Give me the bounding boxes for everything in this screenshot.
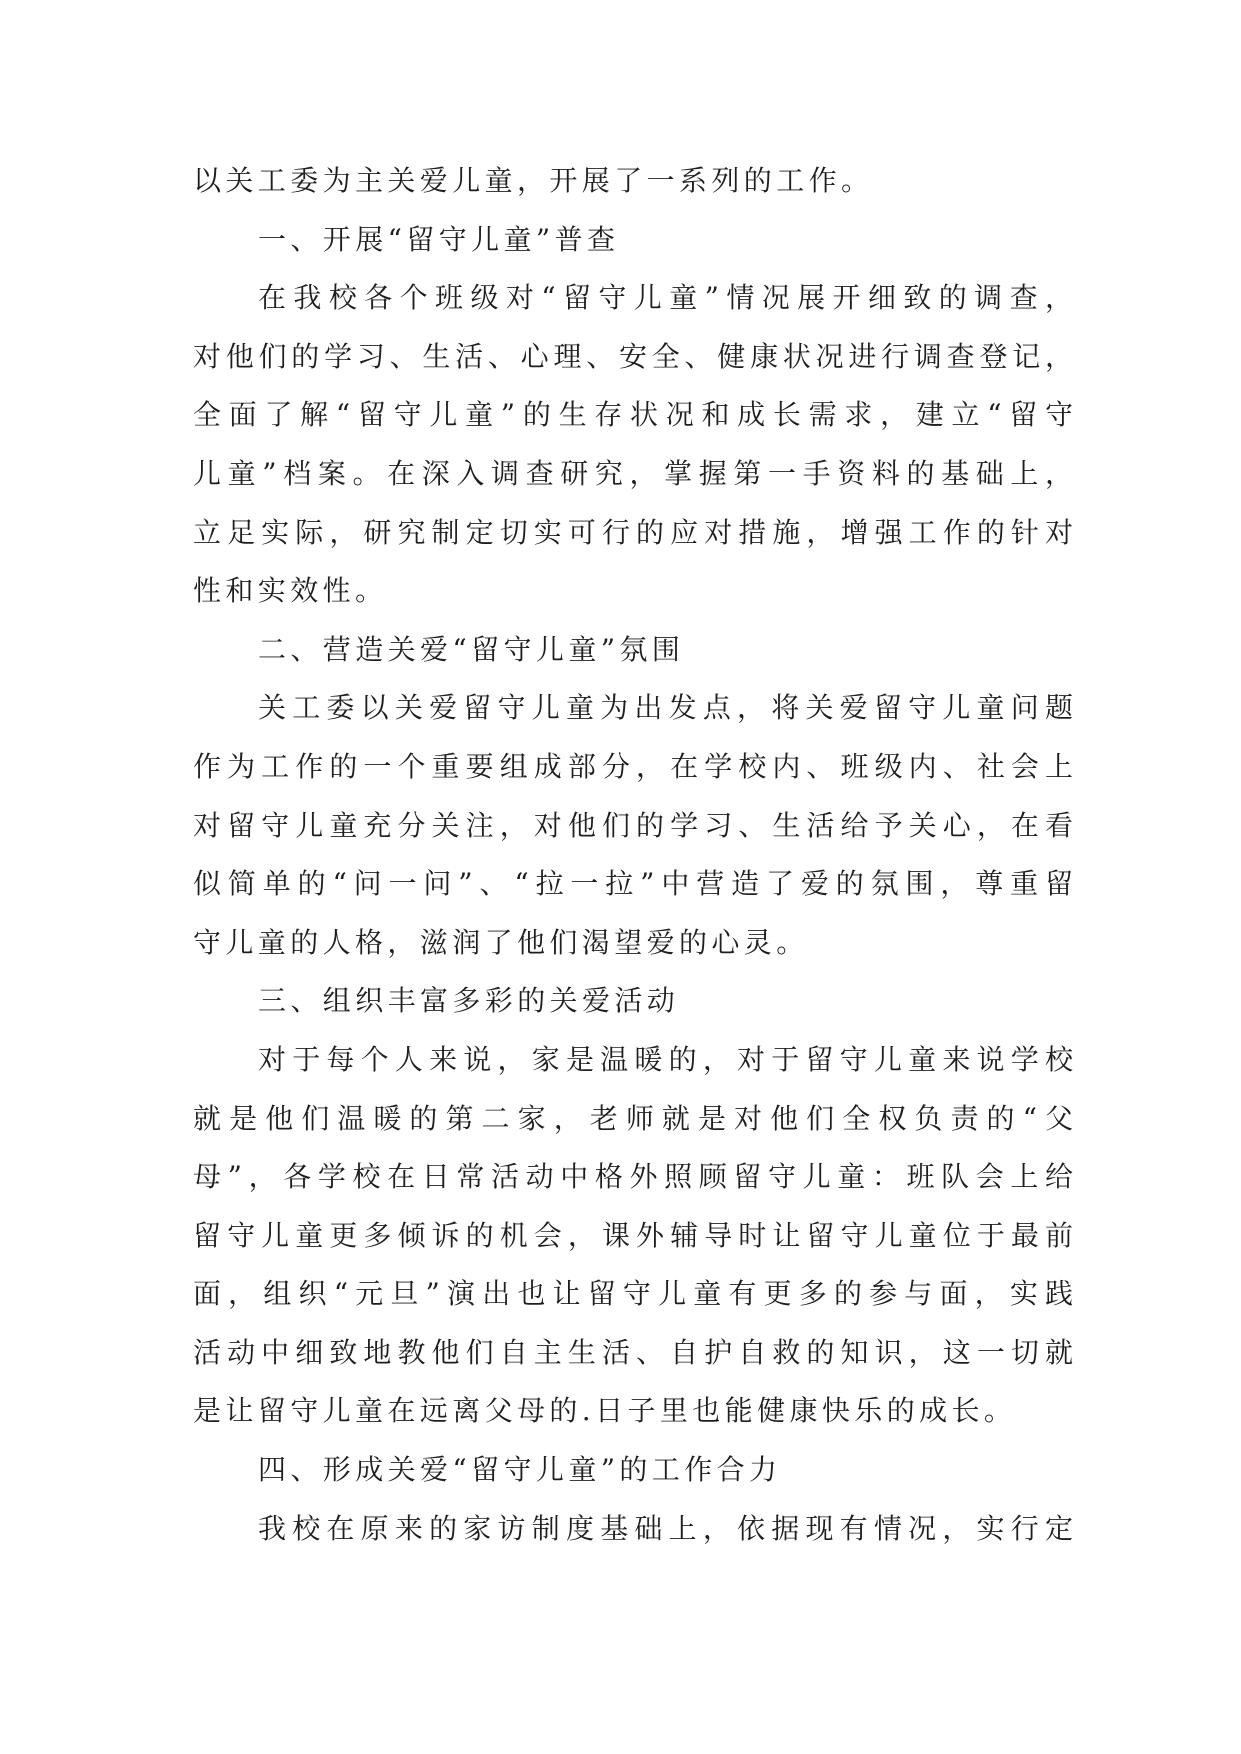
body-line: 性和实效性。 — [193, 574, 388, 608]
body-line: 是让留守儿童在远离父母的.日子里也能健康快乐的成长。 — [193, 1394, 1017, 1428]
body-line: 母”，各学校在日常活动中格外照顾留守儿童：班队会上给 — [193, 1160, 1073, 1194]
body-line: 留守儿童更多倾诉的机会，课外辅导时让留守儿童位于最前 — [193, 1218, 1073, 1252]
body-line: 对他们的学习、生活、心理、安全、健康状况进行调查登记， — [193, 339, 1073, 373]
section — [193, 211, 1073, 621]
body-line: 活动中细致地教他们自主生活、自护自救的知识，这一切就 — [193, 1335, 1073, 1369]
body-line: 全面了解“留守儿童”的生存状况和成长需求，建立“留守 — [193, 398, 1073, 432]
section — [193, 972, 1073, 1441]
body-line: 关工委以关爱留守儿童为出发点，将关爱留守儿童问题 — [258, 691, 1073, 725]
body-line: 对于每个人来说，家是温暖的，对于留守儿童来说学校 — [258, 1042, 1073, 1076]
body-line: 似简单的“问一问”、“拉一拉”中营造了爱的氛围，尊重留 — [193, 867, 1073, 901]
section — [193, 621, 1073, 973]
intro-line: 以关工委为主关爱儿童，开展了一系列的工作。 — [193, 164, 874, 197]
body-line: 就是他们温暖的第二家，老师就是对他们全权负责的“父 — [193, 1101, 1073, 1135]
body-line: 儿童”档案。在深入调查研究，掌握第一手资料的基础上， — [193, 456, 1073, 490]
section-heading: 三、组织丰富多彩的关爱活动 — [258, 984, 680, 1018]
section-heading: 一、开展“留守儿童”普查 — [258, 222, 620, 256]
body-line: 守儿童的人格，滋润了他们渴望爱的心灵。 — [193, 925, 809, 959]
section — [193, 1441, 1073, 1558]
body-line: 我校在原来的家访制度基础上，依据现有情况，实行定 — [258, 1511, 1073, 1545]
body-line: 立足实际，研究制定切实可行的应对措施，增强工作的针对 — [193, 515, 1073, 549]
body-line: 对留守儿童充分关注，对他们的学习、生活给予关心，在看 — [193, 808, 1073, 842]
body-line: 作为工作的一个重要组成部分，在学校内、班级内、社会上 — [193, 749, 1073, 783]
section-heading: 四、形成关爱“留守儿童”的工作合力 — [258, 1453, 782, 1487]
document-text — [193, 152, 1073, 1558]
body-line: 面，组织“元旦”演出也让留守儿童有更多的参与面，实践 — [193, 1277, 1073, 1311]
body-line: 在我校各个班级对“留守儿童”情况展开细致的调查， — [258, 281, 1073, 315]
section-heading: 二、营造关爱“留守儿童”氛围 — [258, 632, 685, 666]
